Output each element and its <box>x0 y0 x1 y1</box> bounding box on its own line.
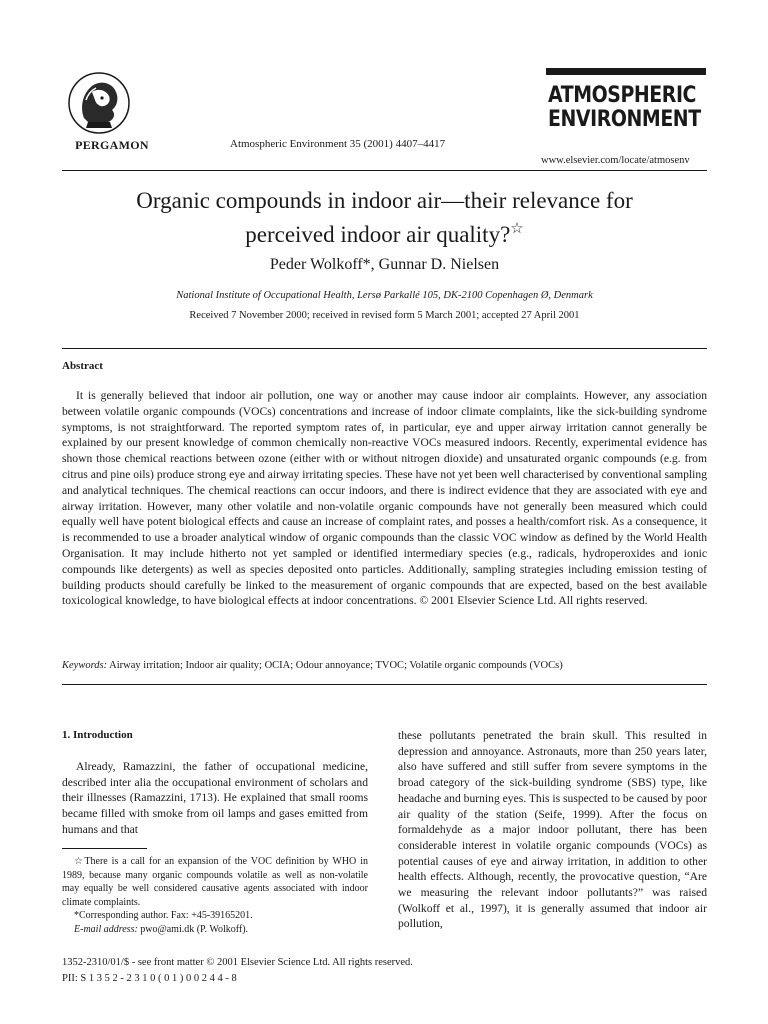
keywords <box>62 660 707 671</box>
journal-name-line1: ATMOSPHERIC <box>548 83 697 108</box>
footnote-divider <box>62 848 147 849</box>
email-label: E-mail address: <box>74 923 138 935</box>
abstract-top-divider <box>62 348 707 349</box>
publisher-logo <box>62 70 136 136</box>
page-footer <box>62 955 413 987</box>
journal-banner-bar <box>546 68 706 75</box>
journal-citation: Atmospheric Environment 35 (2001) 4407–4417 <box>230 138 446 150</box>
author-affiliation: National Institute of Occupational Health, Lersø Parkallé 105, DK-2100 Copenhagen Ø, Denmark <box>176 290 593 301</box>
received-dates: Received 7 November 2000; received in revised form 5 March 2001; accepted 27 April 2001 <box>189 310 580 321</box>
title-line-2 <box>62 215 707 249</box>
pii-line: PII: S 1 3 5 2 - 2 3 1 0 ( 0 1 ) 0 0 2 4 4 - 8 <box>62 973 237 984</box>
email-address-link[interactable]: pwo@ami.dk (P. Wolkoff). <box>140 923 249 935</box>
header-divider <box>62 170 707 171</box>
keywords-list: Airway irritation; Indoor air quality; OCIA; Odour annoyance; TVOC; Volatile organic compounds (VOCs) <box>109 660 563 671</box>
title-line-1: Organic compounds in indoor air—their relevance for <box>136 188 633 213</box>
journal-url-link[interactable]: www.elsevier.com/locate/atmosenv <box>541 155 690 166</box>
journal-name <box>548 83 701 132</box>
abstract-body: It is generally believed that indoor air pollution, one way or another may cause indoor air complaints. However, any association between volatile organic compounds (VOCs) concentrations and increase of indoor climate complaints, like the sick-building syndrome symptoms, is not straightforward. The reported symptom rates of, in particular, eye and upper airway irritation cannot generally be explained by our present knowledge of common chemically non-reactive VOCs measured indoors. Recently, experimental evidence has shown those chemical reactions between ozone (either with or without nitrogen dioxide) and unsaturated organic compounds (e.g. from citrus and pine oils) produce strong eye and airway irritating species. These have not yet been well characterised by conventional sampling and analytical techniques. The chemical reactions can occur indoors, and there is indirect evidence that they are associated with eye and airway irritation. However, many other volatile and non-volatile organic compounds have not generally been measured which could equally well have potent biological effects and cause an increase of complaint rates, and posses a health/comfort risk. As a consequence, it is recommended to use a broader analytical window of organic compounds than the classic VOC window as defined by the World Health Organisation. It may include hitherto not yet sampled or identified intermediary species (e.g., radicals, hydroperoxides and ionic compounds like detergents) as well as species deposited onto particles. Additionally, sampling strategies including emission testing of building products should carefully be linked to the measurement of organic compounds that are expected, based on the best available toxicological knowledge, to have biological effects at indoor concentrations. © 2001 Elsevier Science Ltd. All rights reserved. <box>62 389 707 608</box>
publisher-name: PERGAMON <box>75 138 149 152</box>
abstract-heading: Abstract <box>62 360 103 372</box>
keywords-label: Keywords: <box>62 660 108 671</box>
article-authors: Peder Wolkoff*, Gunnar D. Nielsen <box>269 256 500 273</box>
section-heading-introduction: 1. Introduction <box>62 729 133 741</box>
article-title <box>62 187 707 249</box>
intro-left-column: Already, Ramazzini, the father of occupational medicine, described inter alia the occupational environment of scholars and their illnesses (Ramazzini, 1713). He explained that small rooms became filled with smoke from oil lamps and gases emitted from humans and that <box>62 760 368 836</box>
footnote-email <box>62 923 368 937</box>
abstract-bottom-divider <box>62 684 707 685</box>
footnotes <box>62 855 368 937</box>
copyright-line: 1352-2310/01/$ - see front matter © 2001 Elsevier Science Ltd. All rights reserved. <box>62 957 413 968</box>
title-footnote-star-icon[interactable]: ☆ <box>510 221 524 237</box>
footnote-corresponding-author: *Corresponding author. Fax: +45-39165201. <box>74 910 253 922</box>
footnote-voc-definition: ☆There is a call for an expansion of the VOC definition by WHO in 1989, because many organic compounds volatile as well as non-volatile may equally be well considered causative agents associated with indoor climate complaints. <box>62 856 368 908</box>
journal-name-line2: ENVIRONMENT <box>548 107 701 132</box>
intro-right-column: these pollutants penetrated the brain skull. This resulted in depression and annoyance. Astronauts, more than 250 years later, also have suffered and still suffer from severe symptoms in the broad category of the sick-building syndrome (SBS) type, like headache and burning eyes. This is suspected to be caused by poor air quality of the station (Seife, 1999). After the focus on formaldehyde as a major indoor pollutant, there has been considerable interest in volatile organic compounds (VOCs) as potential causes of eye and airway irritation, in addition to other health effects. Although, recently, the provocative question, “Are we measuring the relevant indoor pollutants?” was raised (Wolkoff et al., 1997), it is generally assumed that indoor air pollution, <box>398 729 707 931</box>
title-text-2: perceived indoor air quality? <box>245 222 511 247</box>
